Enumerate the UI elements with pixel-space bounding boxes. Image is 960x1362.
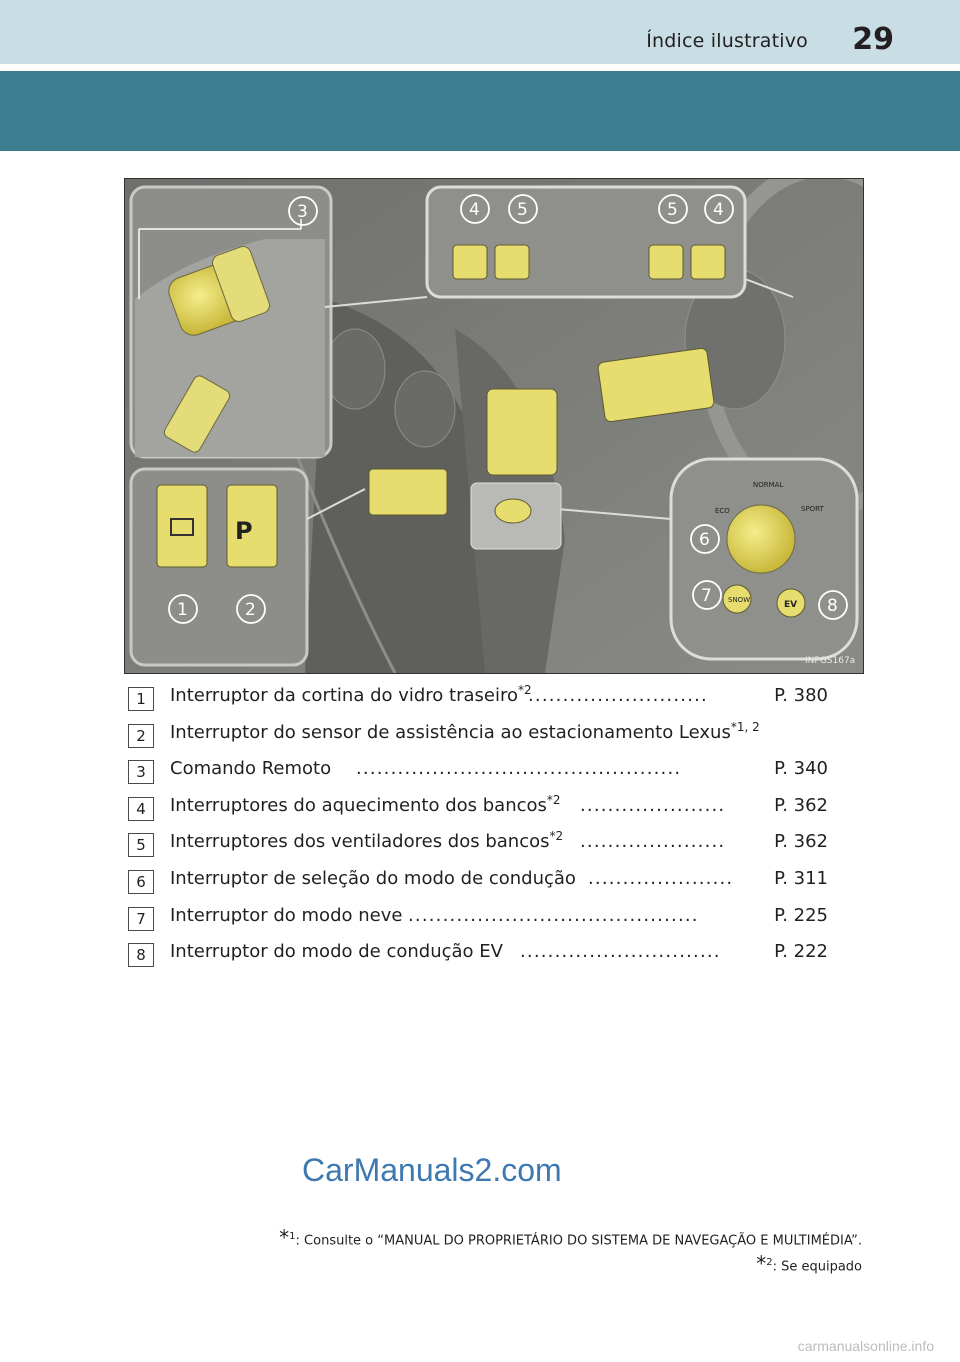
item-page-link[interactable]: P. 362	[774, 831, 828, 853]
leader-dots: .....................	[588, 867, 734, 889]
callout-legend	[128, 680, 828, 973]
item-number: 7	[128, 907, 154, 931]
leader-dots: ...............................................	[356, 758, 682, 780]
legend-item	[128, 753, 828, 790]
item-page-link[interactable]: P. 311	[774, 867, 828, 889]
item-label: Comando Remoto	[170, 758, 332, 780]
item-number: 2	[128, 724, 154, 748]
item-number: 1	[128, 687, 154, 711]
callout-5a: 5	[517, 200, 528, 220]
legend-item	[128, 863, 828, 900]
leader-dots: ..........................	[528, 685, 708, 706]
item-label: Interruptor do modo neve	[170, 904, 403, 926]
legend-item	[128, 900, 828, 937]
leader-dots: .............................	[520, 941, 721, 963]
callout-5b: 5	[667, 200, 678, 220]
item-label: Interruptores do aquecimento dos bancos$^{*2}$	[170, 792, 561, 816]
item-number: 4	[128, 797, 154, 821]
item-number: 8	[128, 943, 154, 967]
callout-6: 6	[699, 530, 710, 550]
item-page-link[interactable]: P. 340	[774, 758, 828, 780]
callout-1: 1	[177, 600, 188, 620]
callout-3: 3	[297, 202, 308, 222]
section-title: Índice ilustrativo	[646, 30, 808, 52]
item-number: 3	[128, 760, 154, 784]
callout-8: 8	[827, 596, 838, 616]
item-label: Interruptor do sensor de assistência ao estacionamento Lexus$^{*1, 2}$	[170, 719, 760, 743]
callout-2: 2	[245, 600, 256, 620]
item-number: 5	[128, 833, 154, 857]
callout-4a: 4	[469, 200, 480, 220]
item-page-link[interactable]: P. 225	[774, 904, 828, 926]
leader-dots: .....................	[580, 794, 726, 816]
legend-item	[128, 717, 828, 754]
section-banner	[0, 71, 960, 151]
footnote-2: *$^2$: Se equipado	[756, 1251, 862, 1276]
parking-sensor-icon: P	[235, 517, 253, 545]
item-label: Interruptor do modo de condução EV	[170, 941, 503, 963]
ev-label: EV	[784, 600, 798, 610]
interior-illustration	[124, 178, 864, 674]
figure-id: INPGS167a	[805, 656, 856, 666]
item-label: Interruptor da cortina do vidro traseiro$^{*2}$	[170, 683, 532, 706]
header-band	[0, 0, 960, 64]
item-number: 6	[128, 870, 154, 894]
legend-item	[128, 826, 828, 863]
callout-7: 7	[701, 586, 712, 606]
legend-item	[128, 680, 828, 717]
interior-drawing	[125, 179, 863, 673]
eco-label: ECO	[715, 507, 730, 515]
watermark: CarManuals2.com	[302, 1152, 562, 1188]
item-label: Interruptor de seleção do modo de condução	[170, 867, 576, 889]
sport-label: SPORT	[801, 505, 824, 513]
item-page-link[interactable]: P. 380	[774, 685, 828, 706]
legend-item	[128, 936, 828, 973]
normal-label: NORMAL	[753, 481, 784, 489]
footnote-1: *$^1$: Consulte o “MANUAL DO PROPRIETÁRIO DO SISTEMA DE NAVEGAÇÃO E MULTIMÉDIA”.	[279, 1225, 862, 1250]
item-page-link[interactable]: P. 222	[774, 941, 828, 963]
footnotes	[279, 1226, 862, 1279]
leader-dots: .....................	[580, 831, 726, 853]
callout-4b: 4	[713, 200, 724, 220]
legend-item	[128, 790, 828, 827]
leader-dots: ..........................................	[408, 904, 699, 926]
footer-watermark: carmanualsonline.info	[797, 1338, 934, 1354]
item-label: Interruptores dos ventiladores dos bancos$^{*2}$	[170, 829, 564, 853]
snow-label: SNOW	[728, 596, 751, 604]
item-page-link[interactable]: P. 362	[774, 794, 828, 816]
page-number: 29	[852, 22, 894, 57]
